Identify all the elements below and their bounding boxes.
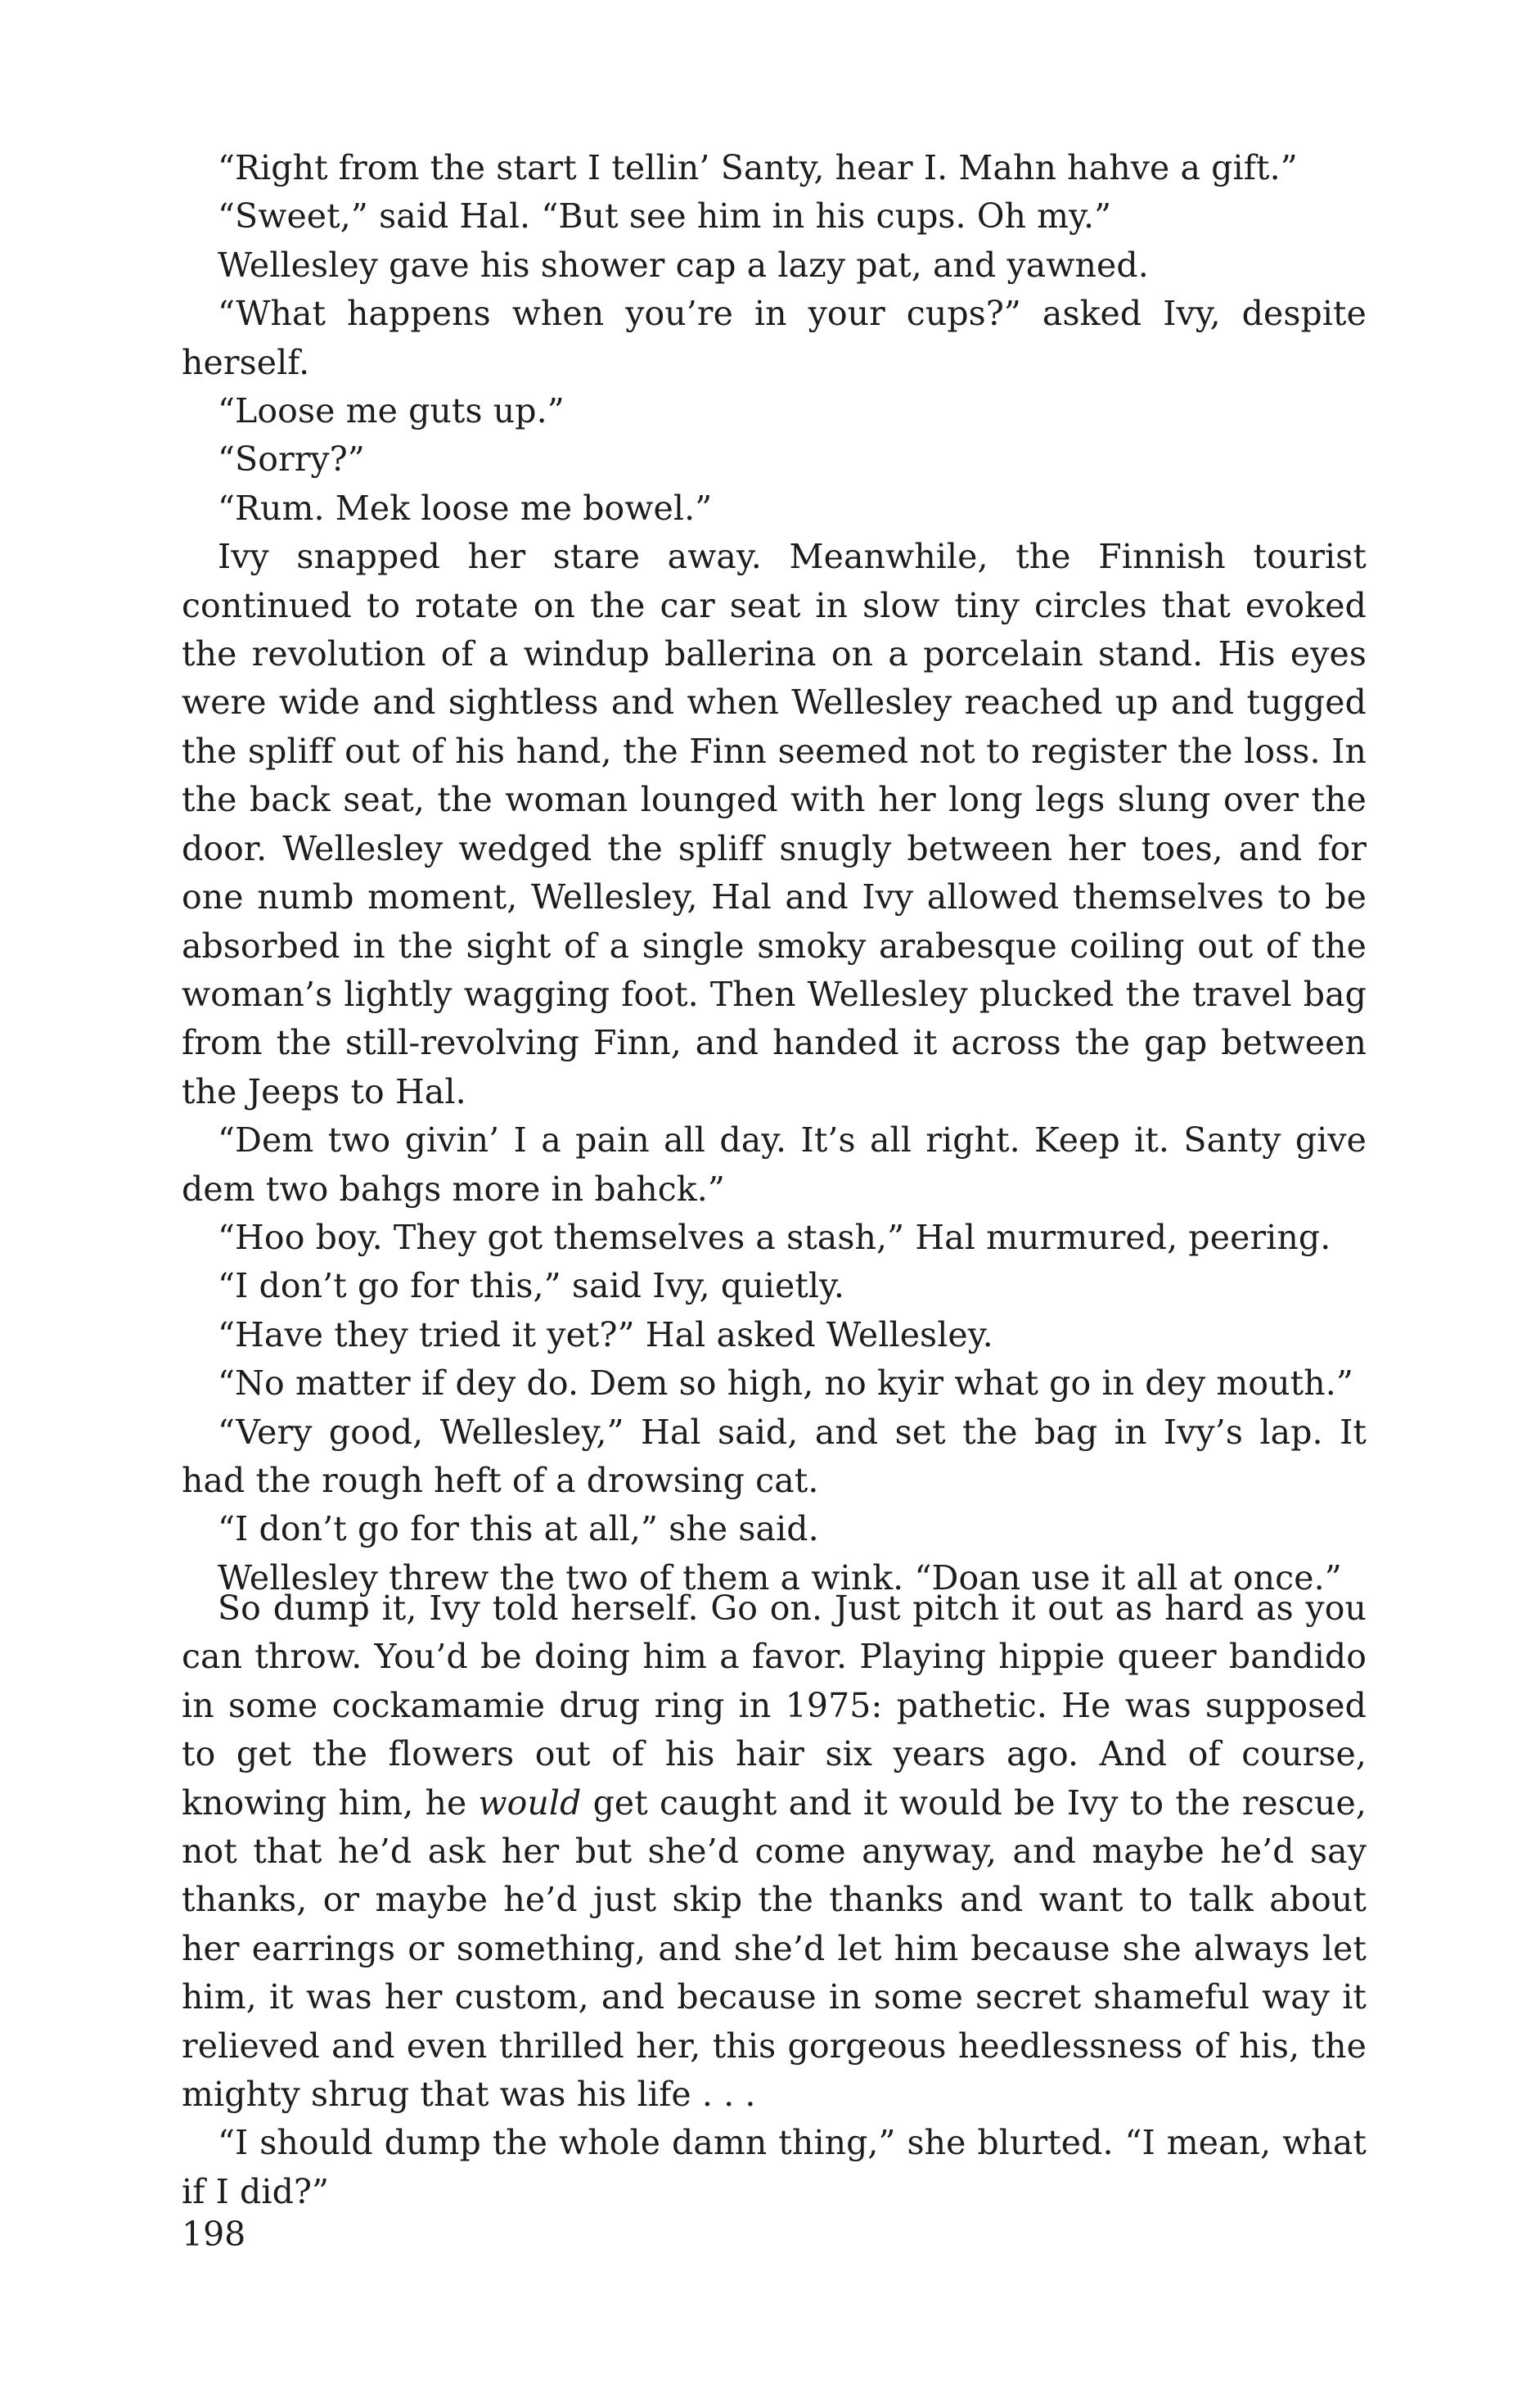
paragraph: “What happens when you’re in your cups?” asked Ivy, despite herself. — [182, 294, 1367, 382]
paragraph: Ivy snapped her stare away. Meanwhile, the Finnish tourist continued to rotate on the car seat in slow tiny circles that evoked the revolution of a windup ballerina on a porcelain stand. His eyes were wide and sightless and when Wellesley reached up and tugged the spliff out of his hand, the Finn seemed not to register the loss. In the back seat, the woman lounged with her long legs slung over the door. Wellesley wedged the spliff snugly between her toes, and for one numb moment, Wellesley, Hal and Ivy allowed themselves to be absorbed in the sight of a single smoky arabesque coiling out of the woman’s lightly wagging foot. Then Wellesley plucked the travel bag from the still-revolving Finn, and handed it across the gap between the Jeeps to Hal. — [182, 537, 1367, 1111]
paragraph: “Have they tried it yet?” Hal asked Wellesley. — [218, 1314, 993, 1354]
paragraph: “I don’t go for this at all,” she said. — [218, 1509, 819, 1549]
paragraph: “Hoo boy. They got themselves a stash,” Hal murmured, peering. — [218, 1217, 1331, 1257]
italic-emphasis: would — [478, 1782, 582, 1823]
section-two — [182, 1584, 1367, 2216]
paragraph: “Rum. Mek loose me bowel.” — [218, 488, 713, 528]
text-run: So dump it, Ivy told herself. Go on. Just pitch it out as hard as you can throw. You’d be doing him a favor. Playing hippie queer bandido in some cockamamie drug ring in 1975: pathetic. He was supposed to get the flowers out of his hair six years ago. And of course, knowing him, he — [182, 1589, 1367, 1823]
section-one — [182, 144, 1367, 1602]
paragraph: “Dem two givin’ I a pain all day. It’s all right. Keep it. Santy give dem two bahgs more in bahck.” — [182, 1120, 1367, 1209]
page-number: 198 — [182, 2215, 246, 2254]
paragraph: “I should dump the whole damn thing,” she blurted. “I mean, what if I did?” — [182, 2123, 1367, 2211]
paragraph: “Sweet,” said Hal. “But see him in his cups. Oh my.” — [218, 196, 1112, 237]
paragraph: “Sorry?” — [218, 439, 365, 480]
paragraph: Wellesley threw the two of them a wink. “Doan use it all at once.” — [218, 1557, 1342, 1598]
paragraph: “I don’t go for this,” said Ivy, quietly. — [218, 1266, 845, 1306]
paragraph: “Very good, Wellesley,” Hal said, and set the bag in Ivy’s lap. It had the rough heft of a drowsing cat. — [182, 1412, 1367, 1500]
paragraph: “Loose me guts up.” — [218, 391, 565, 431]
text-run: get caught and it would be Ivy to the rescue, not that he’d ask her but she’d come anyway, and maybe he’d say thanks, or maybe he’d just skip the thanks and want to talk about her earrings or something, and she’d let him because she always let him, it was her custom, and because in some secret shameful way it relieved and even thrilled her, this gorgeous heedlessness of his, the mighty shrug that was his life . . . — [182, 1782, 1367, 2115]
paragraph: Wellesley gave his shower cap a lazy pat, and yawned. — [218, 245, 1149, 285]
paragraph: “Right from the start I tellin’ Santy, hear I. Mahn hahve a gift.” — [218, 148, 1298, 187]
paragraph: “No matter if dey do. Dem so high, no kyir what go in dey mouth.” — [218, 1363, 1353, 1404]
paragraph-with-italic — [182, 1584, 1367, 2119]
